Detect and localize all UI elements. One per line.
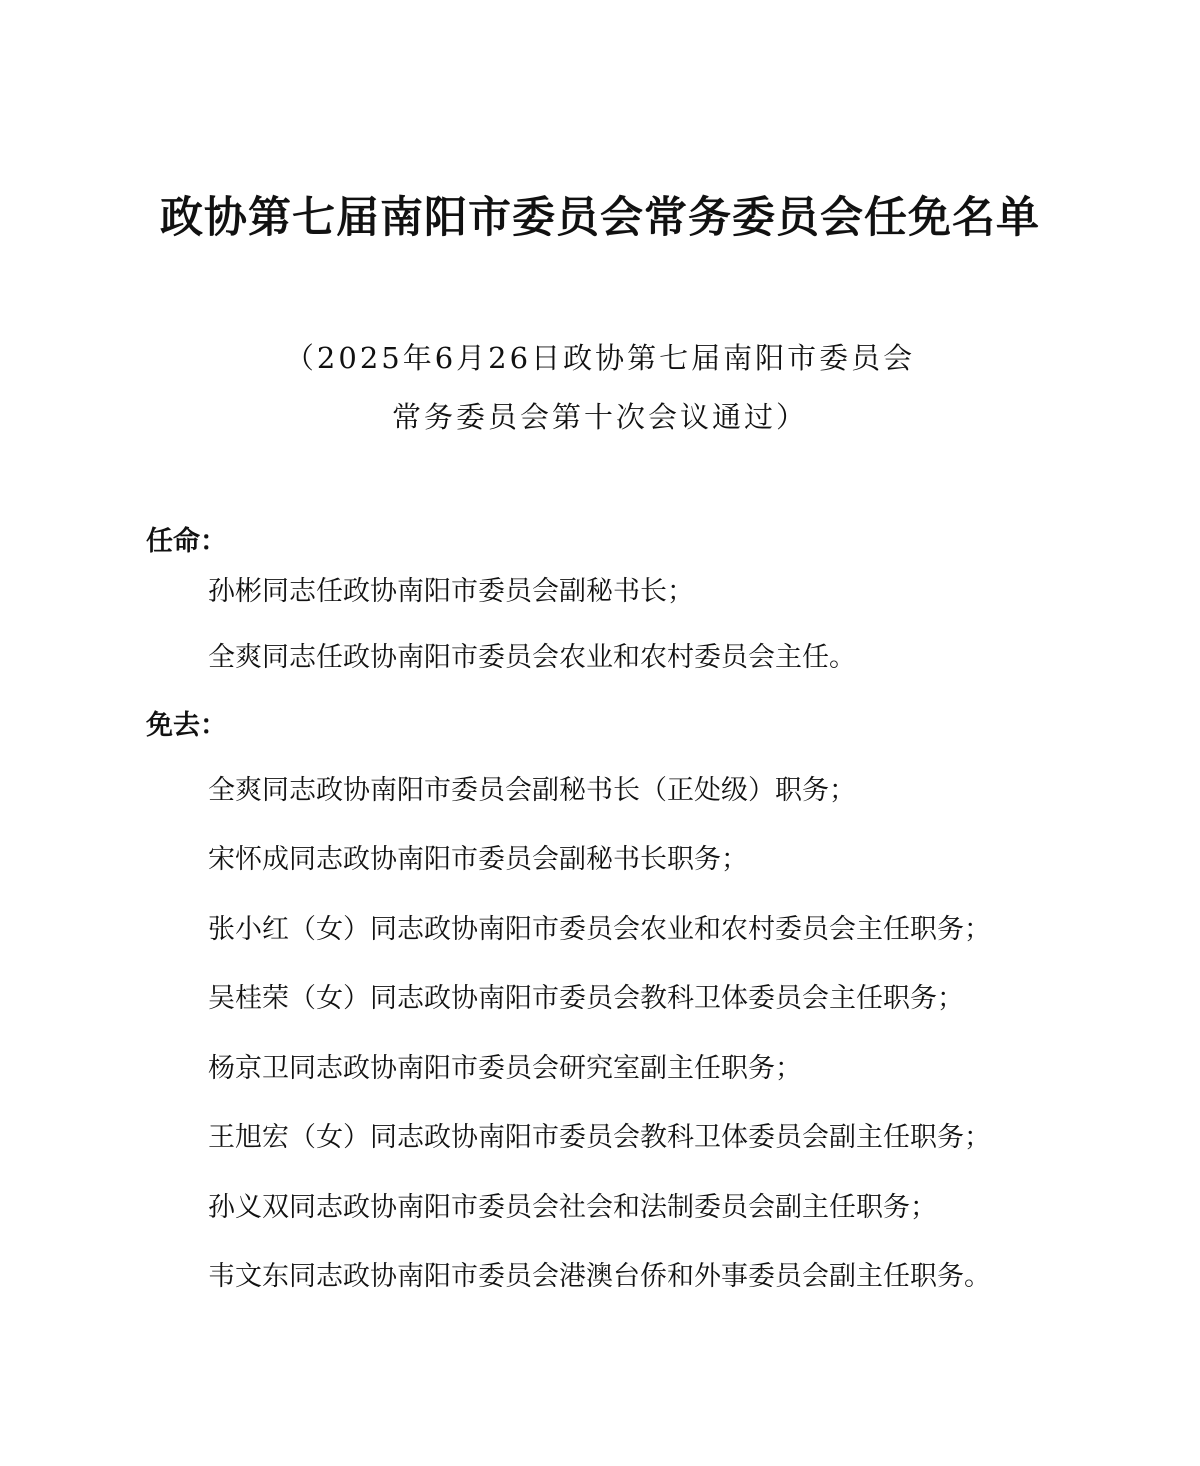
dismiss-item: 吴桂荣（女）同志政协南阳市委员会教科卫体委员会主任职务； [208,983,964,1014]
appoint-item: 全爽同志任政协南阳市委员会农业和农村委员会主任。 [208,642,856,673]
dismiss-item: 张小红（女）同志政协南阳市委员会农业和农村委员会主任职务； [208,914,991,945]
dismiss-item: 全爽同志政协南阳市委员会副秘书长（正处级）职务； [208,775,856,806]
document-title: 政协第七届南阳市委员会常务委员会任免名单 [160,193,1040,243]
appoint-label: 任命： [146,526,227,557]
dismiss-item: 宋怀成同志政协南阳市委员会副秘书长职务； [208,844,748,875]
dismiss-label: 免去： [146,710,227,741]
dismiss-item: 杨京卫同志政协南阳市委员会研究室副主任职务； [208,1053,802,1084]
dismiss-item: 韦文东同志政协南阳市委员会港澳台侨和外事委员会副主任职务。 [208,1261,991,1292]
dismiss-item: 王旭宏（女）同志政协南阳市委员会教科卫体委员会副主任职务； [208,1122,991,1153]
appoint-item: 孙彬同志任政协南阳市委员会副秘书长； [208,576,694,607]
subtitle-line-2: 常务委员会第十次会议通过） [391,400,808,434]
dismiss-item: 孙义双同志政协南阳市委员会社会和法制委员会副主任职务； [208,1192,937,1223]
subtitle-line-1: （2025年6月26日政协第七届南阳市委员会 [284,341,916,375]
